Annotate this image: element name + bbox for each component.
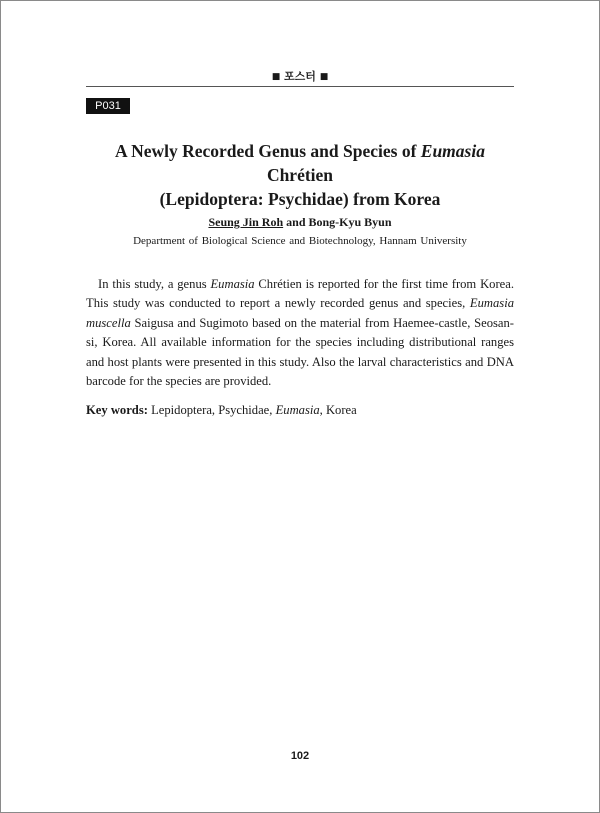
abstract-genus: Eumasia bbox=[210, 277, 255, 291]
abstract-text: Saigusa and Sugimoto based on the material from Haemee-castle, Seosan-si, Korea. All available information for the species including distributional ranges and host plants were presented in this study. Also the larval characteristics and DNA barcode for the species are provided. bbox=[86, 315, 514, 389]
square-marker-icon: ■ bbox=[319, 72, 329, 82]
presenting-author: Seung Jin Roh bbox=[208, 215, 284, 229]
abstract-species: Eumasia muscella bbox=[86, 296, 514, 330]
poster-id-badge: P031 bbox=[86, 98, 130, 114]
co-author: Bong-Kyu Byun bbox=[308, 215, 392, 229]
section-header bbox=[86, 68, 514, 84]
abstract-text: In this study, a genus bbox=[98, 277, 211, 291]
abstract-text: Chrétien is reported for the first time from Korea. This study was conducted to report a newly recorded genus and species, bbox=[86, 277, 514, 311]
author-connector: and bbox=[283, 215, 309, 229]
affiliation: Department of Biological Science and Biotechnology, Hannam University bbox=[133, 235, 467, 247]
paper-title bbox=[80, 139, 520, 211]
title-text: A Newly Recorded Genus and Species of bbox=[115, 141, 421, 161]
author-line bbox=[86, 215, 514, 230]
title-genus: Eumasia bbox=[420, 141, 485, 161]
keyword-genus: Eumasia bbox=[275, 403, 320, 417]
abstract-paragraph bbox=[86, 275, 514, 391]
keywords-text: , Korea bbox=[319, 403, 357, 417]
page-number: 102 bbox=[290, 750, 310, 762]
square-marker-icon: ■ bbox=[271, 72, 281, 82]
abstract bbox=[86, 275, 514, 391]
header-divider bbox=[86, 86, 514, 87]
keywords-text: Lepidoptera, Psychidae, bbox=[147, 403, 276, 417]
title-text: Chrétien bbox=[266, 165, 334, 185]
title-text: (Lepidoptera: Psychidae) from Korea bbox=[159, 189, 441, 209]
section-label: 포스터 bbox=[284, 70, 316, 83]
keywords-label: Key words: bbox=[86, 403, 148, 417]
keywords bbox=[86, 401, 514, 419]
